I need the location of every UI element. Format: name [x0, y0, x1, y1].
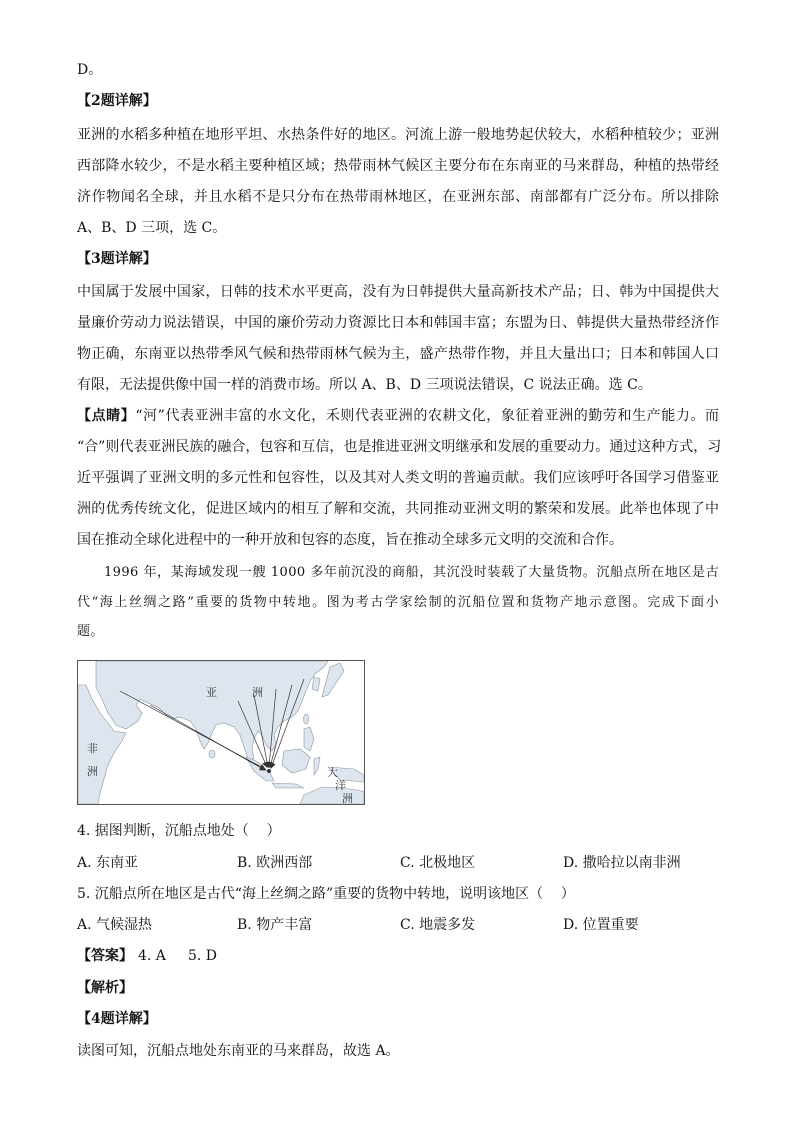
- land-australia: [300, 787, 364, 804]
- question-5-option-c: C. 地震多发: [400, 917, 476, 933]
- shipwreck-point: [267, 769, 271, 773]
- answer-item: 4. A: [138, 948, 166, 964]
- question-5-option-d: D. 位置重要: [563, 917, 639, 933]
- material-line: 题。: [77, 624, 104, 639]
- question-5-options: [77, 915, 719, 935]
- land-sri-lanka: [209, 750, 215, 758]
- insight-line: 近平强调了亚洲文明的多元性和包容性，以及其对人类文明的普遍贡献。我们应该呼吁各国学习借鉴亚: [77, 470, 719, 486]
- shipwreck-map-svg: [78, 661, 364, 804]
- previous-answer-tail: D。: [77, 62, 103, 78]
- land-java: [272, 783, 304, 788]
- question-4-option-c: C. 北极地区: [400, 855, 476, 871]
- shipwreck-map: [77, 660, 365, 805]
- analysis-heading: 【解析】: [77, 980, 133, 996]
- insight-text: “河”代表亚洲丰富的水文化，禾则代表亚洲的农耕文化，象征着亚洲的勤劳和生产能力。而: [135, 408, 720, 424]
- q4-detail-line: 读图可知，沉船点地处东南亚的马来群岛，故选 A。: [77, 1043, 400, 1059]
- question-4-stem: 4. 据图判断，沉船点地处（ ）: [77, 823, 281, 839]
- answer-item: 5. D: [188, 948, 218, 964]
- map-label-oceania-2: 洋: [335, 779, 346, 792]
- land-japan: [322, 663, 344, 697]
- q3-detail-heading: 【3题详解】: [77, 251, 157, 267]
- q4-detail-heading: 【4题详解】: [77, 1011, 157, 1027]
- question-4-options: [77, 853, 719, 873]
- answer-heading: 【答案】: [77, 948, 133, 964]
- insight-heading: 【点睛】: [77, 408, 136, 424]
- q2-detail-line: 西部降水较少，不是水稻主要种植区域；热带雨林气候区主要分布在东南亚的马来群岛，种植的热带经: [77, 158, 719, 174]
- material-line: 1996 年，某海域发现一艘 1000 多年前沉没的商船，其沉没时装载了大量货物。沉船点所在地区是古: [104, 565, 719, 580]
- map-label-oceania-1: 大: [327, 766, 338, 779]
- q3-detail-line: 量廉价劳动力说法错误，中国的廉价劳动力资源比日本和韩国丰富；东盟为日、韩提供大量热带经济作: [77, 315, 719, 331]
- q3-detail-line: 物正确，东南亚以热带季风气候和热带雨林气候为主，盛产热带作物，并且大量出口；日本和韩国人口: [77, 346, 719, 362]
- land-korea: [312, 677, 320, 691]
- question-5-stem: 5. 沉船点所在地区是古代“海上丝绸之路”重要的货物中转地，说明该地区（ ）: [77, 886, 575, 902]
- question-4-option-d: D. 撒哈拉以南非洲: [563, 855, 681, 871]
- map-label-asia-2: 洲: [252, 686, 263, 699]
- map-label-oceania-3: 洲: [342, 792, 353, 804]
- insight-line: [77, 406, 719, 426]
- q3-detail-line: 中国属于发展中国家，日韩的技术水平更高，没有为日韩提供大量高新技术产品；日、韩为中国提供大: [77, 284, 719, 300]
- q3-detail-line: 有限，无法提供像中国一样的消费市场。所以 A、B、D 三项说法错误，C 说法正确。选 C。: [77, 377, 652, 393]
- land-sulawesi: [314, 757, 320, 775]
- land-borneo: [282, 749, 310, 773]
- land-asia: [96, 661, 328, 759]
- q2-detail-line: 济作物闻名全球，并且水稻不是只分布在热带雨林地区，在亚洲东部、南部都有广泛分布。所以排除: [77, 189, 719, 205]
- land-taiwan: [304, 714, 309, 724]
- q2-detail-line: 亚洲的水稻多种植在地形平坦、水热条件好的地区。河流上游一般地势起伏较大，水稻种植较少；亚洲: [77, 127, 719, 143]
- question-5-option-a: A. 气候湿热: [77, 917, 153, 933]
- question-4-option-b: B. 欧洲西部: [237, 855, 313, 871]
- q2-detail-line: A、B、D 三项，选 C。: [77, 220, 227, 236]
- insight-line: “合”则代表亚洲民族的融合，包容和互信，也是推进亚洲文明继承和发展的重要动力。通过这种方式，习: [77, 439, 722, 455]
- insight-line: 洲的优秀传统文化，促进区域内的相互了解和交流，共同推动亚洲文明的繁荣和发展。此举也体现了中: [77, 501, 719, 517]
- question-4-option-a: A. 东南亚: [77, 855, 139, 871]
- question-5-option-b: B. 物产丰富: [237, 917, 313, 933]
- answer-line: [77, 946, 719, 966]
- map-label-africa-2: 洲: [87, 765, 98, 778]
- insight-line: 国在推动全球化进程中的一种开放和包容的态度，旨在推动全球多元文明的交流和合作。: [77, 532, 623, 548]
- material-line: 代“海上丝绸之路”重要的货物中转地。图为考古学家绘制的沉船位置和货物产地示意图。完成下面小: [77, 595, 719, 610]
- q2-detail-heading: 【2题详解】: [77, 93, 157, 109]
- land-philippines: [304, 727, 314, 751]
- map-label-africa-1: 非: [87, 742, 98, 755]
- map-label-asia-1: 亚: [206, 686, 217, 699]
